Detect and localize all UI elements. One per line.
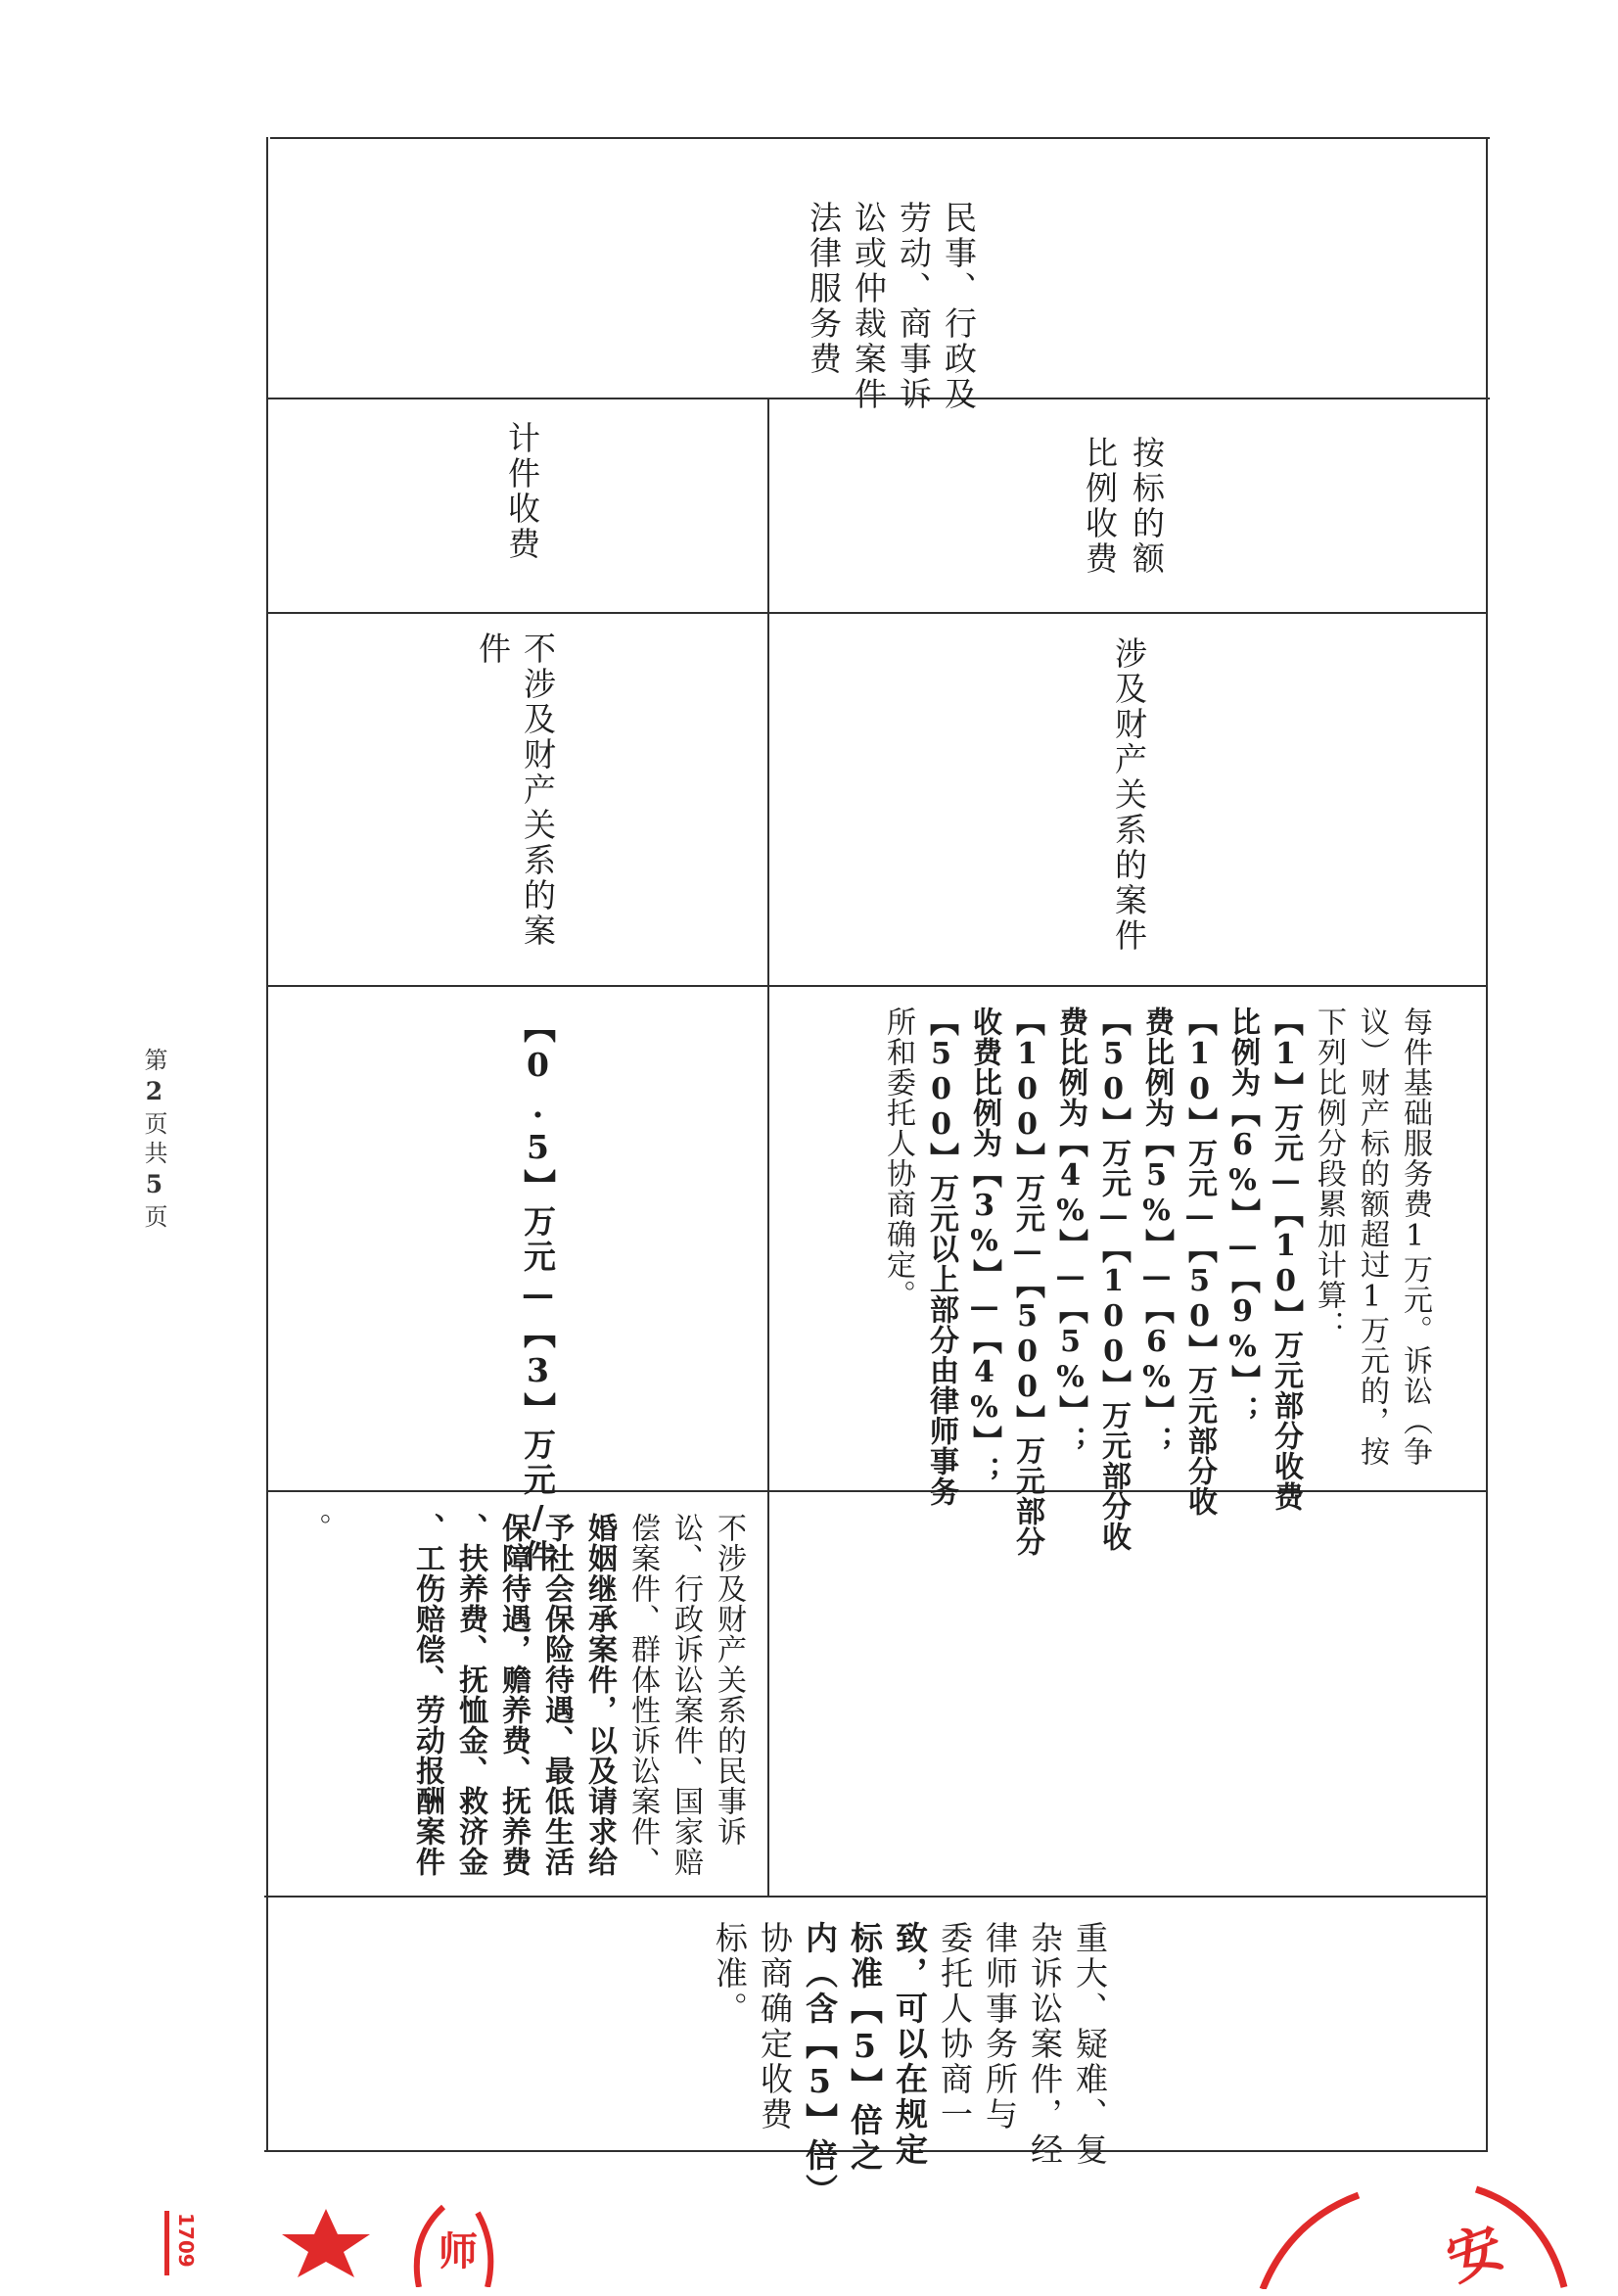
fee-line-11: 收费比例为【3%】—【4%】； — [967, 1007, 1001, 1486]
special-line-4: 委托人协商一 — [936, 1921, 974, 2132]
per-case-fee-range: 【0.5】万元—【3】万元/件 — [519, 1010, 557, 1574]
stamp-right-fragment — [1251, 2181, 1574, 2294]
note-line-4: 婚姻继承案件，以及请求给 — [582, 1513, 617, 1877]
footer-prefix: 第 — [140, 1048, 167, 1077]
fee-line-7: 费比例为【5%】—【6%】； — [1139, 1007, 1174, 1456]
footer-suffix: 页 — [140, 1204, 167, 1234]
table-border-right — [1486, 137, 1488, 2152]
row-divider-3 — [266, 985, 1488, 987]
special-line-9: 标准。 — [711, 1921, 749, 2027]
note-line-1: 不涉及财产关系的民事诉 — [712, 1513, 746, 1847]
note-line-3: 偿案件、群体性诉讼案件、 — [625, 1513, 660, 1877]
special-line-8: 协商确定收费 — [756, 1921, 794, 2132]
special-line-7: 内（含【5】倍） — [801, 1921, 839, 2209]
category-line-2: 劳动、商事诉 — [895, 201, 933, 412]
fee-line-3: 下列比例分段累加计算： — [1312, 1007, 1346, 1340]
fee-line-1: 每件基础服务费1万元。诉讼（争 — [1398, 1007, 1432, 1467]
row-divider-2 — [268, 612, 1488, 614]
fee-line-8: 【50】万元—【100】万元部分收 — [1096, 1007, 1131, 1552]
fee-line-10: 【100】万元—【500】万元部分 — [1010, 1007, 1044, 1557]
seal-arc-right-icon — [1251, 2181, 1574, 2289]
stamp-right-text: 安 — [1438, 2214, 1512, 2294]
category-line-1: 民事、行政及 — [940, 201, 978, 412]
note-line-8: 、工伤赔偿、劳动报酬案件 — [410, 1513, 444, 1877]
note-line-5: 予社会保险待遇、最低生活 — [539, 1513, 574, 1877]
table-border-top — [270, 137, 1490, 139]
method-proportional-line-2: 比例收费 — [1081, 436, 1119, 577]
special-line-5: 致，可以在规定 — [891, 1921, 929, 2168]
special-line-1: 重大、疑难、复 — [1071, 1921, 1109, 2168]
seal-star-icon — [272, 2205, 380, 2279]
case-type-non-property-line-1: 不涉及财产关系的案 — [519, 632, 557, 949]
table-border-left — [266, 137, 268, 2152]
special-line-6: 标准【5】倍之 — [846, 1921, 884, 2174]
case-type-non-property-line-2: 件 — [474, 632, 512, 667]
fee-line-9: 费比例为【4%】—【5%】； — [1053, 1007, 1087, 1456]
category-line-4: 法律服务费 — [805, 201, 843, 377]
stamp-middle-text: 师 — [439, 2228, 478, 2274]
stamp-middle-fragment — [399, 2199, 507, 2287]
note-line-7: 、扶养费、抚恤金、救济金 — [453, 1513, 487, 1877]
special-line-2: 杂诉讼案件，经 — [1026, 1921, 1064, 2168]
note-line-2: 讼、行政诉讼案件、国家赔 — [669, 1513, 703, 1877]
fee-line-6: 【10】万元—【50】万元部分收 — [1182, 1007, 1217, 1517]
fee-line-4: 【1】万元—【10】万元部分收费 — [1269, 1007, 1303, 1512]
row-divider-5 — [264, 1896, 1486, 1898]
method-proportional-line-1: 按标的额 — [1128, 436, 1166, 577]
fee-line-12: 【500】万元以上部分由律师事务 — [924, 1007, 958, 1507]
stamp-left-text: 1709 — [174, 2213, 198, 2268]
page-footer — [137, 1048, 171, 1234]
category-line-3: 讼或仲裁案件 — [850, 201, 888, 412]
method-per-case: 计件收费 — [503, 421, 541, 562]
stamp-left-fragment — [164, 2211, 204, 2279]
fee-line-5: 比例为【6%】—【9%】； — [1225, 1007, 1260, 1426]
footer-page-number: 2 — [140, 1077, 168, 1111]
note-line-9: 。 — [297, 1513, 331, 1543]
fee-line-13: 所和委托人协商确定。 — [881, 1007, 915, 1310]
footer-page-total: 5 — [140, 1170, 168, 1204]
column-divider — [767, 398, 769, 1898]
fee-line-2: 议）财产标的额超过1万元的，按 — [1355, 1007, 1389, 1467]
footer-middle: 页共 — [140, 1111, 167, 1170]
note-line-6: 保障待遇，赡养费、抚养费 — [496, 1513, 531, 1877]
special-line-3: 律师事务所与 — [981, 1921, 1019, 2132]
case-type-property: 涉及财产关系的案件 — [1110, 636, 1148, 954]
